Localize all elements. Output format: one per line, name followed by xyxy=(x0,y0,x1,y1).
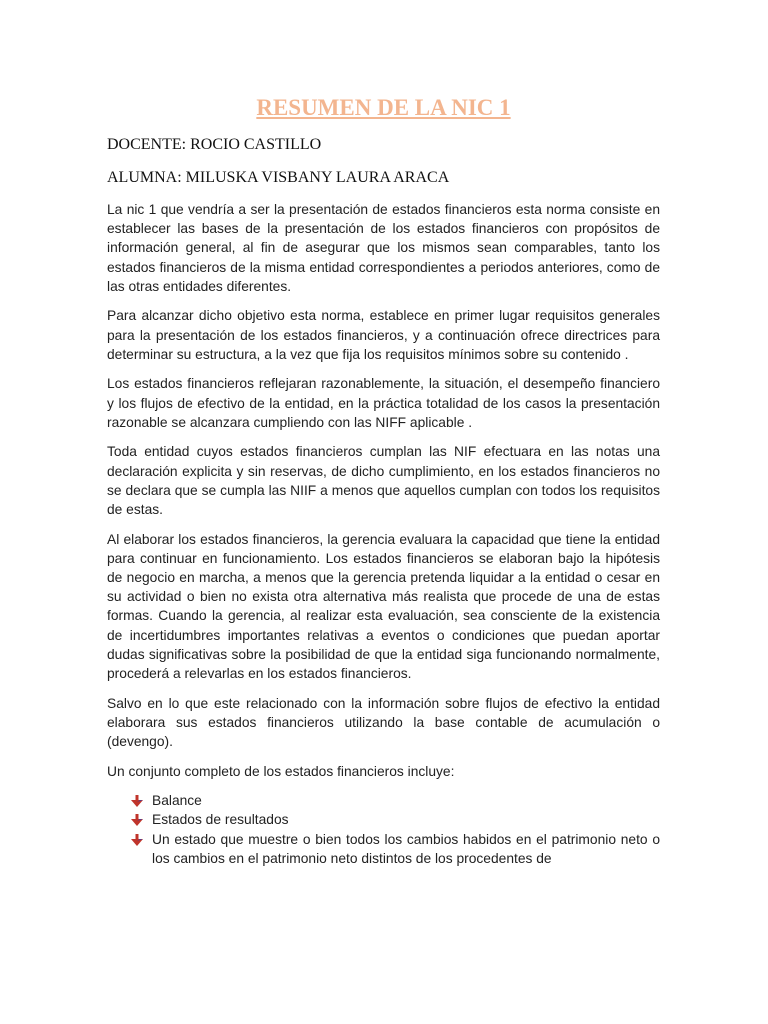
list-item xyxy=(131,830,660,868)
list-item xyxy=(131,810,660,829)
arrow-down-icon xyxy=(131,834,143,846)
list-item-text: Un estado que muestre o bien todos los cambios habidos en el patrimonio neto o los cambios en el patrimonio neto distintos de los procedentes de xyxy=(152,831,660,866)
paragraph-3: Los estados financieros reflejaran razonablemente, la situación, el desempeño financiero y los flujos de efectivo de la entidad, en la práctica totalidad de los casos la presentación razonable se alcanzara cumpliendo con las NIFF aplicable . xyxy=(107,376,660,430)
paragraph-4: Toda entidad cuyos estados financieros cumplan las NIF efectuara en las notas una declaración explicita y sin reservas, de dicho cumplimiento, en los estados financieros no se declara que se cumpla las NIIF a menos que aquellos cumplan con todos los requisitos de estas. xyxy=(107,444,660,518)
document-body xyxy=(107,200,660,868)
list-item-text: Estados de resultados xyxy=(152,812,289,828)
paragraph-6: Salvo en lo que este relacionado con la información sobre flujos de efectivo la entidad elaborara sus estados financieros utilizando la base contable de acumulación o (devengo). xyxy=(107,695,660,750)
list-item-text: Balance xyxy=(152,793,202,809)
paragraph-1: La nic 1 que vendría a ser la presentación de estados financieros esta norma consiste en establecer las bases de la presentación de los estados financieros con propósitos de información general, al fin de asegurar que los mismos sean comparables, tanto los estados financieros de la misma entidad correspondientes a periodos anteriores, como de las otras entidades diferentes. xyxy=(107,202,660,294)
paragraph-2: Para alcanzar dicho objetivo esta norma, establece en primer lugar requisitos generales para la presentación de los estados financieros, y a continuación ofrece directrices para determinar su estructura, a la vez que fija los requisitos mínimos sobre su contenido . xyxy=(107,308,660,362)
document-page xyxy=(107,0,660,1024)
alumna-line: ALUMNA: MILUSKA VISBANY LAURA ARACA xyxy=(107,169,450,186)
paragraph-7: Un conjunto completo de los estados financieros incluye: xyxy=(107,763,455,779)
docente-line: DOCENTE: ROCIO CASTILLO xyxy=(107,136,322,153)
arrow-down-icon xyxy=(131,795,143,807)
document-title: RESUMEN DE LA NIC 1 xyxy=(256,95,511,120)
list-item xyxy=(131,791,660,810)
arrow-down-icon xyxy=(131,814,143,826)
paragraph-5: Al elaborar los estados financieros, la gerencia evaluara la capacidad que tiene la entidad para continuar en funcionamiento. Los estados financieros se elaboran bajo la hipótesis de negocio en marcha, a menos que la gerencia pretenda liquidar a la entidad o cesar en su actividad o bien no exista otra alternativa más realista que procede de una de estas formas. Cuando la gerencia, al realizar esta evaluación, sea consciente de la existencia de incertidumbres importantes relativas a eventos o condiciones que puedan aportar dudas significativas sobre la posibilidad de que la entidad siga funcionando normalmente, procederá a relevarlas en los estados financieros. xyxy=(107,531,660,682)
statements-list xyxy=(107,791,660,868)
